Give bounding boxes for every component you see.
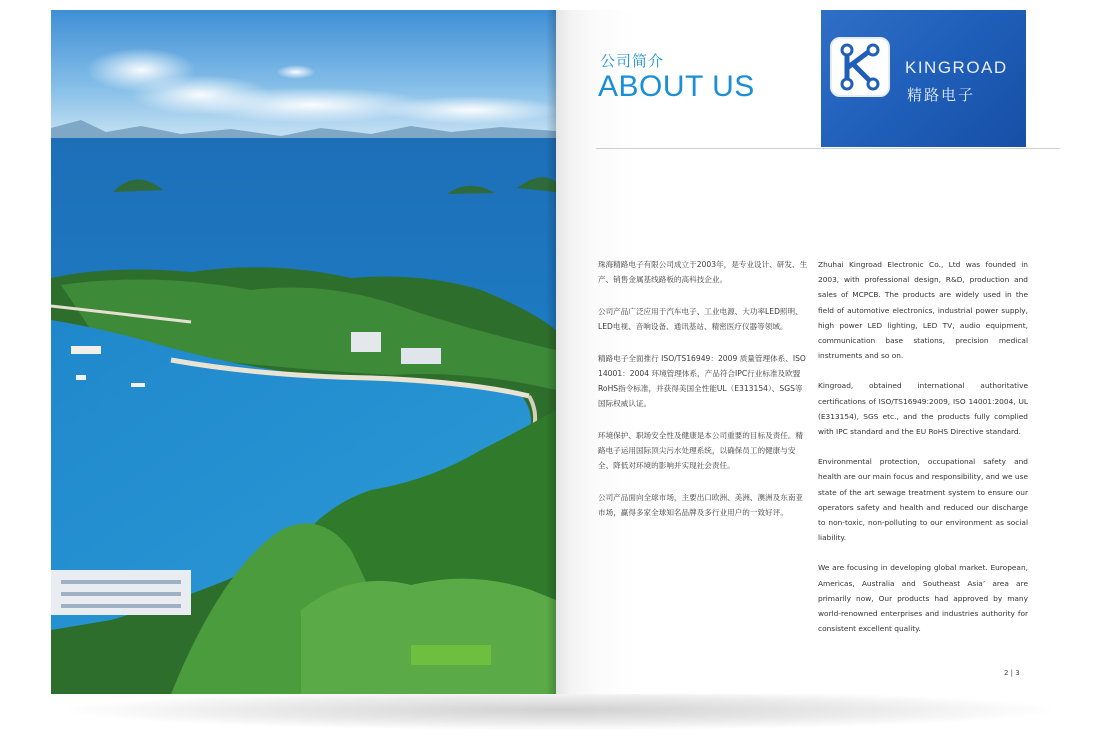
company-logo-panel (821, 10, 1026, 147)
coastal-landscape-photo (51, 10, 556, 694)
paragraph-en-4: We are focusing in developing global market. European, Americas, Australia and Southeast Asia’ area are primarily now, Our products had approved by many world-renowned enterprises and industries authority for consistent excellent quality. (818, 563, 1028, 634)
paragraph-en-1: Zhuhai Kingroad Electronic Co., Ltd was founded in 2003, with professional design, R&D, production and sales of MCPCB. The products are widely used in the field of automotive electronics, industrial power supply, high power LED lighting, LED TV, audio equipment, communication base stations, precision medical instruments and so on. (818, 260, 1028, 361)
paragraph-cn-4: 环境保护、职场安全性及健康是本公司重要的目标及责任。精路电子运用国际顶尖污水处理系统，以确保员工的健康与安全、降低对环境的影响并实现社会责任。 (598, 431, 804, 470)
brand-name: KINGROAD (905, 58, 1008, 77)
page-number: 2 | 3 (1004, 669, 1020, 677)
brand-name-chinese: 精路电子 (907, 86, 976, 104)
paragraph-cn-3: 精路电子全面推行 ISO/TS16949：2009 质量管理体系、ISO 14001：2004 环境管理体系，产品符合IPC行业标准及欧盟RoHS指令标准，并获得美国全性能UL（E313154）、SGS等国际权威认证。 (598, 354, 806, 408)
header-divider (596, 148, 1060, 149)
chinese-text-column (598, 257, 808, 537)
paragraph-en-3: Environmental protection, occupational safety and health are our main focus and responsibility, and we use state of the art sewage treatment system to ensure our operators safety and health and reduced our discharge to non-toxic, non-polluting to our environment as social liability. (818, 457, 1028, 543)
english-text-column (818, 257, 1028, 651)
brochure-spread (51, 10, 1060, 694)
right-page (556, 10, 1060, 694)
paragraph-cn-1: 珠海精路电子有限公司成立于2003年，是专业设计、研发、生产、销售金属基线路板的高科技企业。 (598, 260, 808, 284)
paragraph-cn-2: 公司产品广泛应用于汽车电子、工业电源、大功率LED照明、LED电视、音响设备、通讯基站、精密医疗仪器等领域。 (598, 307, 803, 331)
section-title-chinese: 公司简介 (600, 52, 665, 70)
left-page (51, 10, 556, 694)
page-fold-shadow (546, 10, 556, 694)
paragraph-en-2: Kingroad, obtained international authoritative certifications of ISO/TS16949:2009, ISO 14001:2004, UL (E313154), SGS etc., and the products fully complied with IPC standard and the EU RoHS Directive standard. (818, 381, 1028, 437)
brochure-shadow (70, 690, 1050, 730)
k-circuit-logo-icon (829, 36, 891, 98)
paragraph-cn-5: 公司产品面向全球市场，主要出口欧洲、美洲、澳洲及东南亚市场，赢得多家全球知名品牌及多行业用户的一致好评。 (598, 493, 804, 517)
section-title-english: ABOUT US (598, 70, 755, 103)
